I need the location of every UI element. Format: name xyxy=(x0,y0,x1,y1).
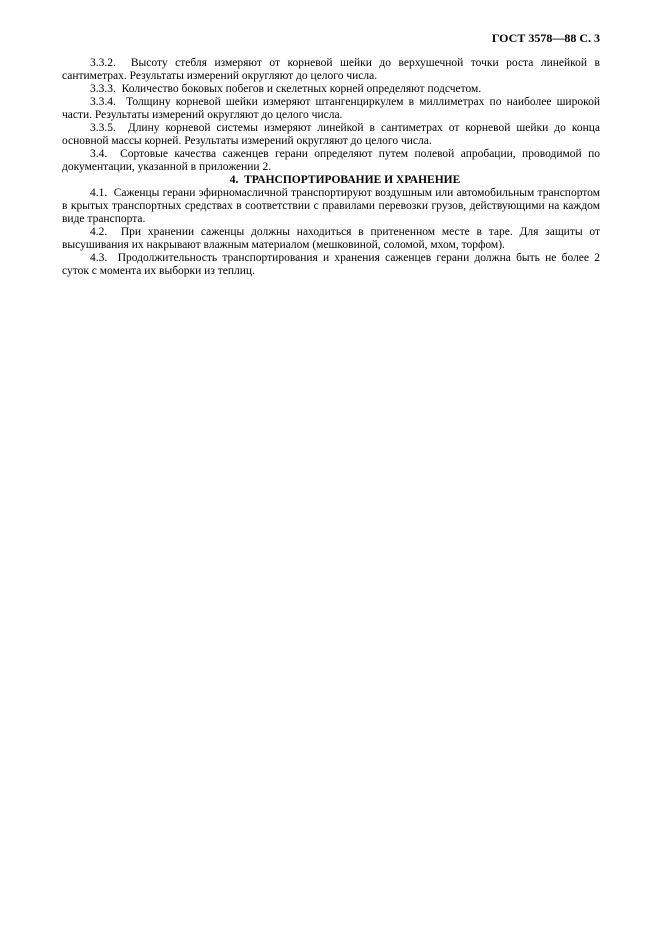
paragraph-3-3-4: 3.3.4. Толщину корневой шейки измеряют штангенциркулем в миллиметрах по наиболее широкой части. Результаты измерений округляют до целого числа. xyxy=(62,96,600,121)
paragraph-3-4: 3.4. Сортовые качества саженцев герани определяют путем полевой апробации, проводимой по документации, указанной в приложении 2. xyxy=(62,148,600,173)
paragraph-4-3: 4.3. Продолжительность транспортирования и хранения саженцев герани должна быть не более 2 суток с момента их выборки из теплиц. xyxy=(62,252,600,277)
paragraph-3-3-2: 3.3.2. Высоту стебля измеряют от корневой шейки до верхушечной точки роста линейкой в сантиметрах. Результаты измерений округляют до целого числа. xyxy=(62,57,600,82)
paragraph-4-2: 4.2. При хранении саженцы должны находиться в притененном месте в таре. Для защиты от высушивания их накрывают влажным материалом (мешковиной, соломой, мхом, торфом). xyxy=(62,226,600,251)
page-header: ГОСТ 3578—88 С. 3 xyxy=(491,31,600,45)
paragraph-3-3-3: 3.3.3. Количество боковых побегов и скелетных корней определяют подсчетом. xyxy=(90,83,482,95)
section-4-heading: 4. ТРАНСПОРТИРОВАНИЕ И ХРАНЕНИЕ xyxy=(229,174,461,186)
document-body xyxy=(62,57,600,278)
paragraph-4-1: 4.1. Саженцы герани эфирномасличной транспортируют воздушным или автомобильным транспортом в крытых транспортных средствах в соответствии с правилами перевозки грузов, действующими на каждом виде транспорта. xyxy=(62,187,600,225)
paragraph-3-3-5: 3.3.5. Длину корневой системы измеряют линейкой в сантиметрах от корневой шейки до конца основной массы корней. Результаты измерений округляют до целого числа. xyxy=(62,122,600,147)
